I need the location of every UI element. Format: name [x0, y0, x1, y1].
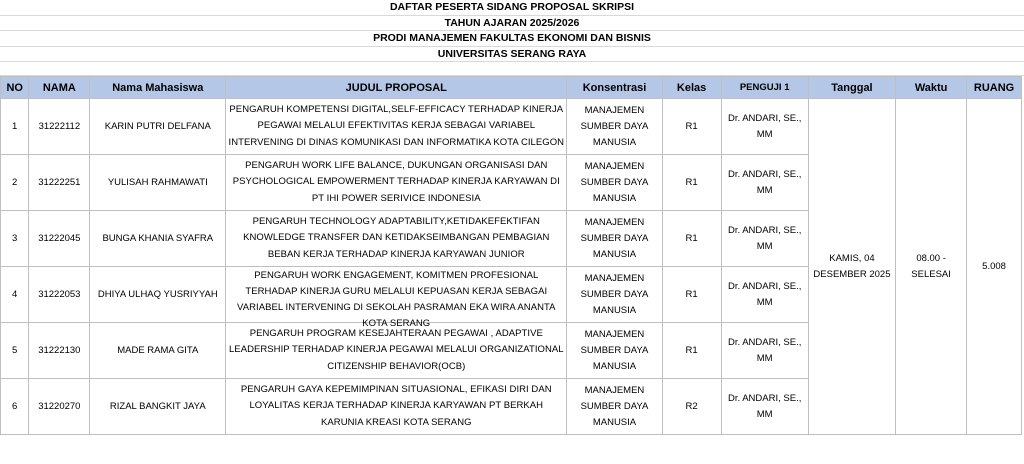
- cell-nama[interactable]: YULISAH RAHMAWATI: [90, 155, 226, 211]
- judul-text: PENGARUH WORK LIFE BALANCE, DUKUNGAN ORGANISASI DAN PSYCHOLOGICAL EMPOWERMENT TERHADAP KINERJA KARYAWAN DI PT IHI POWER SERIVICE INDONESIA: [232, 160, 560, 204]
- cell-konsentrasi[interactable]: MANAJEMEN SUMBER DAYA MANUSIA: [567, 323, 662, 379]
- judul-text: PENGARUH WORK ENGAGEMENT, KOMITMEN PROFESIONAL TERHADAP KINERJA GURU MELALUI KEPUASAN KERJA SEBAGAI VARIABEL INTERVENING DI SEKOLAH PASRAMAN EKA WIRA ANANTA KOTA SERANG: [237, 269, 556, 330]
- judul-text: PENGARUH PROGRAM KESEJAHTERAAN PEGAWAI , ADAPTIVE LEADERSHIP TERHADAP KINERJA PEGAWAI MELALUI ORGANIZATIONAL CITIZENSHIP BEHAVIOR(OCB): [228, 328, 564, 372]
- empty-row[interactable]: [0, 62, 1024, 76]
- cell-konsentrasi[interactable]: MANAJEMEN SUMBER DAYA MANUSIA: [567, 155, 662, 211]
- cell-nama[interactable]: DHIYA ULHAQ YUSRIYYAH: [90, 267, 226, 323]
- col-header-judul[interactable]: JUDUL PROPOSAL: [226, 77, 567, 99]
- title-line-4[interactable]: UNIVERSITAS SERANG RAYA: [0, 47, 1024, 63]
- cell-no[interactable]: 3: [1, 211, 29, 267]
- title-line-1[interactable]: DAFTAR PESERTA SIDANG PROPOSAL SKRIPSI: [0, 0, 1024, 16]
- cell-judul[interactable]: [226, 379, 567, 435]
- cell-tanggal[interactable]: KAMIS, 04 DESEMBER 2025: [808, 99, 895, 435]
- judul-text: PENGARUH KOMPETENSI DIGITAL,SELF-EFFICACY TERHADAP KINERJA PEGAWAI MELALUI EFEKTIVITAS KERJA SEBAGAI VARIABEL INTERVENING DI DINAS KOMUNIKASI DAN INFORMATIKA KOTA CILEGON: [228, 104, 565, 148]
- cell-konsentrasi[interactable]: MANAJEMEN SUMBER DAYA MANUSIA: [567, 267, 662, 323]
- cell-nama[interactable]: KARIN PUTRI DELFANA: [90, 99, 226, 155]
- title-block: [0, 0, 1024, 62]
- cell-nim[interactable]: 31220270: [29, 379, 90, 435]
- cell-penguji[interactable]: Dr. ANDARI, SE., MM: [721, 323, 808, 379]
- cell-waktu[interactable]: 08.00 - SELESAI: [896, 99, 967, 435]
- judul-text: PENGARUH TECHNOLOGY ADAPTABILITY,KETIDAKEFEKTIFAN KNOWLEDGE TRANSFER DAN KETIDAKSEIMBANGAN PEMBAGIAN BEBAN KERJA TERHADAP KINERJA KARYAWAN JUNIOR: [243, 216, 550, 260]
- title-line-2[interactable]: TAHUN AJARAN 2025/2026: [0, 16, 1024, 32]
- cell-kelas[interactable]: R1: [662, 99, 721, 155]
- cell-nim[interactable]: 31222251: [29, 155, 90, 211]
- participants-table: [0, 76, 1022, 435]
- cell-nama[interactable]: MADE RAMA GITA: [90, 323, 226, 379]
- cell-konsentrasi[interactable]: MANAJEMEN SUMBER DAYA MANUSIA: [567, 99, 662, 155]
- col-header-nama[interactable]: NAMA: [29, 77, 90, 99]
- cell-nama[interactable]: RIZAL BANGKIT JAYA: [90, 379, 226, 435]
- cell-kelas[interactable]: R2: [662, 379, 721, 435]
- judul-text: PENGARUH GAYA KEPEMIMPINAN SITUASIONAL, EFIKASI DIRI DAN LOYALITAS KERJA TERHADAP KINERJA KARYAWAN PT BERKAH KARUNIA KREASI KOTA SERANG: [240, 384, 552, 428]
- title-line-3[interactable]: PRODI MANAJEMEN FAKULTAS EKONOMI DAN BISNIS: [0, 31, 1024, 47]
- cell-judul[interactable]: [226, 323, 567, 379]
- col-header-kelas[interactable]: Kelas: [662, 77, 721, 99]
- cell-no[interactable]: 2: [1, 155, 29, 211]
- col-header-ruang[interactable]: RUANG: [967, 77, 1022, 99]
- cell-kelas[interactable]: R1: [662, 155, 721, 211]
- col-header-no[interactable]: NO: [1, 77, 29, 99]
- cell-nim[interactable]: 31222045: [29, 211, 90, 267]
- header-row: [1, 77, 1022, 99]
- table-row: [1, 99, 1022, 155]
- cell-kelas[interactable]: R1: [662, 267, 721, 323]
- cell-judul[interactable]: [226, 211, 567, 267]
- cell-no[interactable]: 1: [1, 99, 29, 155]
- cell-kelas[interactable]: R1: [662, 323, 721, 379]
- cell-nim[interactable]: 31222112: [29, 99, 90, 155]
- cell-konsentrasi[interactable]: MANAJEMEN SUMBER DAYA MANUSIA: [567, 211, 662, 267]
- col-header-nama-mahasiswa[interactable]: Nama Mahasiswa: [90, 77, 226, 99]
- col-header-penguji[interactable]: PENGUJI 1: [721, 77, 808, 99]
- cell-penguji[interactable]: Dr. ANDARI, SE., MM: [721, 211, 808, 267]
- col-header-konsentrasi[interactable]: Konsentrasi: [567, 77, 662, 99]
- col-header-tanggal[interactable]: Tanggal: [808, 77, 895, 99]
- col-header-waktu[interactable]: Waktu: [896, 77, 967, 99]
- cell-penguji[interactable]: Dr. ANDARI, SE., MM: [721, 99, 808, 155]
- cell-penguji[interactable]: Dr. ANDARI, SE., MM: [721, 379, 808, 435]
- cell-kelas[interactable]: R1: [662, 211, 721, 267]
- cell-no[interactable]: 4: [1, 267, 29, 323]
- cell-judul[interactable]: [226, 99, 567, 155]
- cell-penguji[interactable]: Dr. ANDARI, SE., MM: [721, 155, 808, 211]
- cell-nama[interactable]: BUNGA KHANIA SYAFRA: [90, 211, 226, 267]
- cell-no[interactable]: 6: [1, 379, 29, 435]
- cell-judul[interactable]: [226, 155, 567, 211]
- cell-nim[interactable]: 31222130: [29, 323, 90, 379]
- cell-no[interactable]: 5: [1, 323, 29, 379]
- cell-konsentrasi[interactable]: MANAJEMEN SUMBER DAYA MANUSIA: [567, 379, 662, 435]
- cell-penguji[interactable]: Dr. ANDARI, SE., MM: [721, 267, 808, 323]
- cell-judul[interactable]: [226, 267, 567, 330]
- cell-nim[interactable]: 31222053: [29, 267, 90, 323]
- cell-ruang[interactable]: 5.008: [967, 99, 1022, 435]
